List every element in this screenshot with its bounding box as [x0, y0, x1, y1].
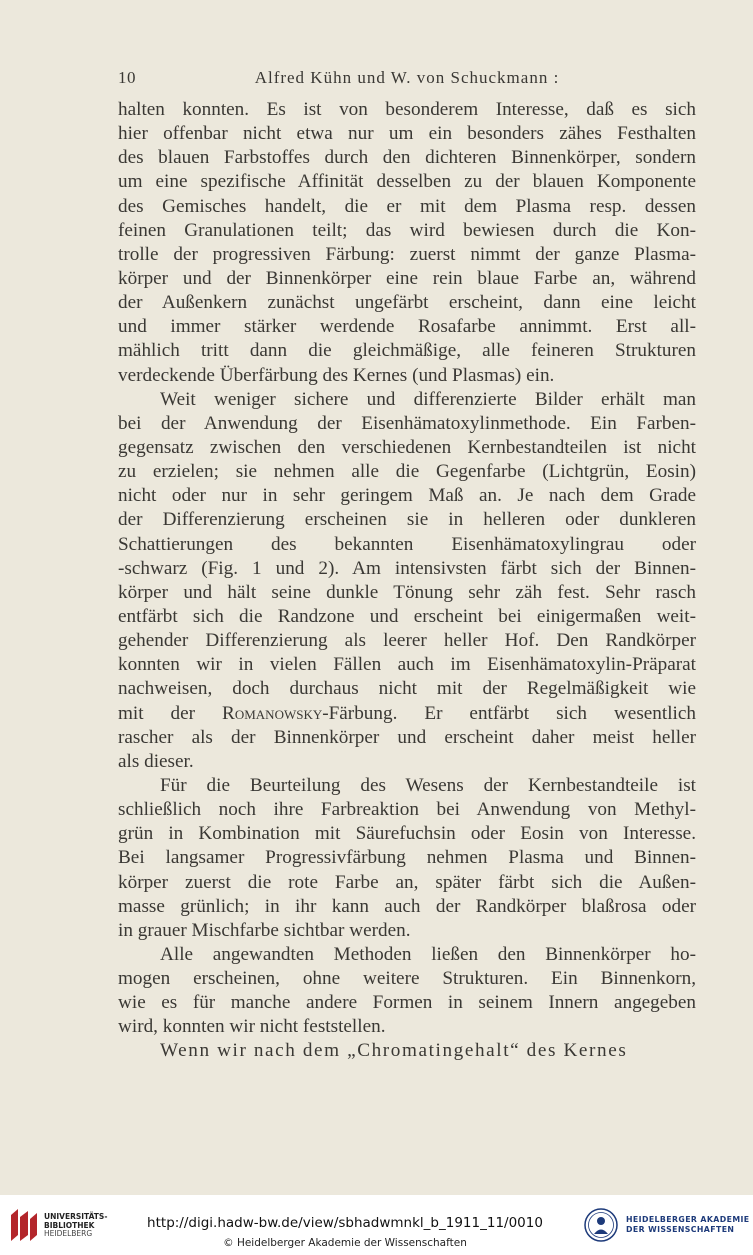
footer-bar	[0, 1195, 753, 1255]
text-line: nachweisen, doch durchaus nicht mit der Regelmäßigkeit wie	[118, 678, 696, 700]
page-number: 10	[118, 68, 136, 87]
paragraph	[118, 98, 696, 388]
library-name-line: BIBLIOTHEK	[44, 1220, 95, 1230]
paragraph	[118, 1039, 696, 1063]
text-line: wird, konnten wir nicht feststellen.	[118, 1016, 386, 1038]
text-line: Für die Beurteilung des Wesens der Kernbestandteile ist	[160, 774, 696, 796]
paragraph	[118, 943, 696, 1040]
text-line: mogen erscheinen, ohne weitere Strukturen. Ein Binnenkorn,	[118, 968, 696, 990]
author-name-smallcaps: Romanowsky	[222, 702, 323, 724]
text-line: als dieser.	[118, 750, 194, 772]
paragraph	[118, 388, 696, 774]
text-line: der Differenzierung erscheinen sie in helleren oder dunkleren	[118, 509, 696, 531]
text-line: mählich tritt dann die gleichmäßige, alle feineren Strukturen	[118, 340, 696, 362]
copyright-notice: © Heidelberger Akademie der Wissenschaften	[223, 1237, 467, 1249]
text-line: und immer stärker werdende Rosafarbe annimmt. Erst all-	[118, 316, 696, 338]
text-line: grün in Kombination mit Säurefuchsin oder Eosin von Interesse.	[118, 823, 696, 845]
text-line: um eine spezifische Affinität desselben zu der blauen Komponente	[118, 171, 696, 193]
body-text	[118, 98, 696, 1064]
text-line: verdeckende Überfärbung des Kernes (und Plasmas) ein.	[118, 364, 555, 386]
text-line: des Gemisches handelt, die er mit dem Plasma resp. dessen	[118, 195, 696, 217]
running-head: Alfred Kühn und W. von Schuckmann :	[254, 68, 560, 87]
paragraph	[118, 774, 696, 943]
text-line: zu erzielen; sie nehmen alle die Gegenfarbe (Lichtgrün, Eosin)	[118, 461, 696, 483]
page-header	[118, 68, 696, 92]
academy-name	[626, 1215, 750, 1235]
university-library-logo-icon	[8, 1205, 40, 1245]
library-name-line: HEIDELBERG	[44, 1229, 93, 1238]
text-line: -schwarz (Fig. 1 und 2). Am intensivsten färbt sich der Binnen-	[118, 557, 696, 579]
library-name	[44, 1213, 107, 1239]
text-line: gehender Differenzierung als leerer heller Hof. Den Randkörper	[118, 630, 696, 652]
text-line: feinen Granulationen teilt; das wird bewiesen durch die Kon-	[118, 219, 696, 241]
permalink-url[interactable]: http://digi.hadw-bw.de/view/sbhadwmnkl_b_1911_11/0010	[147, 1215, 543, 1231]
text-line: konnten wir in vielen Fällen auch im Eisenhämatoxylin-Präparat	[118, 654, 696, 676]
text-line: wie es für manche andere Formen in seinem Innern angegeben	[118, 992, 696, 1014]
text-line: des blauen Farbstoffes durch den dichteren Binnenkörper, sondern	[118, 147, 696, 169]
text-line: Alle angewandten Methoden ließen den Binnenkörper ho-	[160, 943, 696, 965]
text-line: trolle der progressiven Färbung: zuerst nimmt der ganze Plasma-	[118, 243, 696, 265]
text-line: rascher als der Binnenkörper und erscheint daher meist heller	[118, 726, 696, 748]
text-line: nicht oder nur in sehr geringem Maß an. Je nach dem Grade	[118, 485, 696, 507]
text-line: körper und hält seine dunkle Tönung sehr zäh fest. Sehr rasch	[118, 581, 696, 603]
text-line: Weit weniger sichere und differenzierte Bilder erhält man	[160, 388, 696, 410]
academy-seal-icon	[584, 1208, 618, 1242]
text-line: entfärbt sich die Randzone und erscheint bei einigermaßen weit-	[118, 605, 696, 627]
academy-name-line: HEIDELBERGER AKADEMIE	[626, 1215, 750, 1224]
text-line: körper zuerst die rote Farbe an, später färbt sich die Außen-	[118, 871, 696, 893]
text-line: gegensatz zwischen den verschiedenen Kernbestandteilen ist nicht	[118, 436, 696, 458]
text-line: bei der Anwendung der Eisenhämatoxylinmethode. Ein Farben-	[118, 412, 696, 434]
text-line: halten konnten. Es ist von besonderem Interesse, daß es sich	[118, 99, 696, 120]
text-line: in grauer Mischfarbe sichtbar werden.	[118, 919, 411, 941]
academy-name-line: DER WISSENSCHAFTEN	[626, 1225, 735, 1234]
text-line: körper und der Binnenkörper eine rein blaue Farbe an, während	[118, 267, 696, 289]
library-name-line: UNIVERSITÄTS-	[44, 1212, 108, 1221]
text-line: hier offenbar nicht etwa nur um ein besonders zähes Festhalten	[118, 123, 696, 145]
text-line: der Außenkern zunächst ungefärbt erscheint, dann eine leicht	[118, 292, 696, 314]
text-line: schließlich noch ihre Farbreaktion bei Anwendung von Methyl-	[118, 799, 696, 821]
text-line: masse grünlich; in ihr kann auch der Randkörper blaßrosa oder	[118, 895, 696, 917]
text-line: Schattierungen des bekannten Eisenhämatoxylingrau oder	[118, 533, 696, 555]
text-line: Bei langsamer Progressivfärbung nehmen Plasma und Binnen-	[118, 847, 696, 869]
text-line: mit der Romanowsky-Färbung. Er entfärbt sich wesentlich	[118, 702, 696, 724]
text-line: Wenn wir nach dem „Chromatingehalt“ des Kernes	[160, 1040, 628, 1062]
